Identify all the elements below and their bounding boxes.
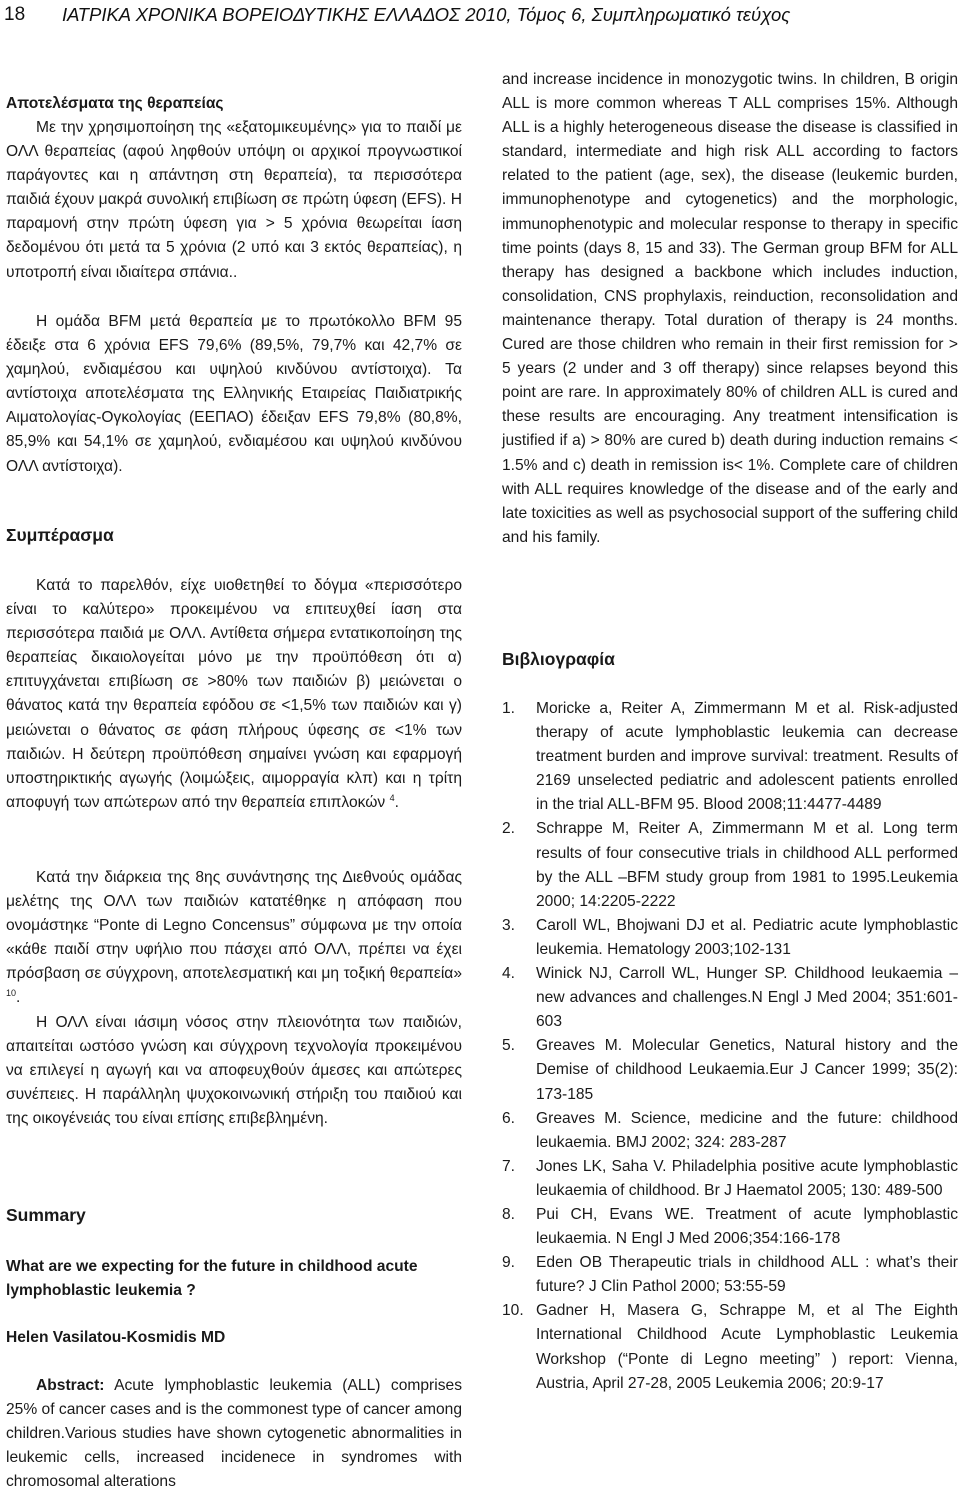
running-title: ΙΑΤΡΙΚΑ ΧΡΟΝΙΚΑ ΒΟΡΕΙΟΔΥΤΙΚΗΣ ΕΛΛΑΔΟΣ 2010, Τόμος 6, Συμπληρωματικό τεύχος — [62, 4, 791, 25]
reference-number: 2. — [502, 820, 516, 838]
abstract-label: Abstract: — [36, 1377, 105, 1394]
author-name: Helen Vasilatou-Kosmidis MD — [6, 1329, 226, 1346]
page-header — [0, 0, 960, 36]
conclusion-heading: Συμπέρασμα — [6, 525, 114, 545]
page-number: 18 — [4, 4, 26, 25]
reference-number: 7. — [502, 1157, 516, 1175]
reference-text: Jones LK, Saha V. Philadelphia positive acute lymphoblastic leukaemia of childhood. Br J Haematol 2005; 130: 489-500 — [536, 1157, 958, 1199]
reference-text: Moricke a, Reiter A, Zimmermann M et al. Risk-adjusted therapy of acute lymphoblastic leukemia can decrease treatment burden and improve survival: treatment. Results of 2169 unselected pediatric and adolescent patients enrolled in the trial ALL-BFM 95. Blood 2008;11:4477-4489 — [536, 700, 958, 814]
results-paragraph-2: Η ομάδα BFM μετά θεραπεία με το πρωτόκολλο BFM 95 έδειξε στα 6 χρόνια EFS 79,6% (89,5%, 79,7% και 42,7% σε χαμηλού, ενδιαμέσου και υψηλού κινδύνου αντίστοιχα). Τα αντίστοιχα αποτελέσματα της Ελληνικής Εταιρείας Παιδιατρικής Αιματολογίας-Ογκολογίας (ΕΕΠΑΟ) έδειξαν EFS 79,8% (80,8%, 85,9% και 54,1% σε χαμηλού, ενδιαμέσου και υψηλού κινδύνου ΟΛΛ αντίστοιχα). — [6, 313, 462, 475]
reference-text: Pui CH, Evans WE. Treatment of acute lymphoblastic leukaemia. N Engl J Med 2006;354:166-178 — [536, 1205, 958, 1248]
reference-item — [502, 697, 958, 817]
reference-list — [502, 697, 958, 1396]
reference-item — [502, 1034, 958, 1106]
reference-item — [502, 1203, 958, 1251]
conclusion-paragraph-2: Κατά την διάρκεια της 8ης συνάντησης της Διεθνούς ομάδας μελέτης της ΟΛΛ των παιδιών κατατέθηκε η απόφαση που ονομάστηκε “Ponte di Legno Concensus” σύμφωνα με την οποία «κάθε παιδί στην υφήλιο που πάσχει από ΟΛΛ, πρέπει να έχει πρόσβαση σε σύγχρονη, αποτελεσματική και μη τοξική θεραπεία» $^{10}$. — [6, 869, 462, 1007]
reference-number: 10. — [502, 1302, 524, 1320]
reference-item — [502, 914, 958, 962]
reference-item — [502, 817, 958, 913]
reference-number: 4. — [502, 965, 516, 983]
reference-text: Greaves M. Science, medicine and the future: childhood leukaemia. BMJ 2002; 324: 283-287 — [536, 1109, 958, 1151]
citation-ref[interactable]: 4 — [389, 792, 395, 803]
reference-text: Gadner H, Masera G, Schrappe M, et al The Eighth International Childhood Acute Lymphoblastic Leukemia Workshop (“Ponte di Legno meeting” ) report: Vienna, Austria, April 27-28, 2005 Leukemia 2006; 20:9-17 — [536, 1302, 958, 1392]
reference-text: Greaves M. Molecular Genetics, Natural history and the Demise of childhood Leukaemia.Eur J Cancer 1999; 35(2): 173-185 — [536, 1037, 958, 1103]
summary-title: What are we expecting for the future in childhood acute lymphoblastic leukemia ? — [6, 1258, 418, 1300]
reference-number: 9. — [502, 1254, 516, 1272]
results-heading: Αποτελέσματα της θεραπείας — [6, 95, 224, 112]
reference-item — [502, 962, 958, 1034]
reference-number: 1. — [502, 700, 516, 717]
abstract-paragraph: Abstract: Acute lymphoblastic leukemia (ALL) comprises 25% of cancer cases and is the commonest type of cancer among children.Various studies have shown cytogenetic abnormalities in leukemic cells, increased incidenece in syndromes with chromosomal alterations — [6, 1377, 462, 1491]
reference-item — [502, 1107, 958, 1155]
reference-text: Schrappe M, Reiter A, Zimmermann M et al. Long term results of four consecutive trials in childhood ALL performed by the ALL –BFM study group from 1981 to 1995.Leukemia 2000; 14:2205-2222 — [536, 820, 958, 910]
reference-text: Caroll WL, Bhojwani DJ et al. Pediatric acute lymphoblastic leukemia. Hematology 2003;102-131 — [536, 916, 958, 958]
reference-text: Eden OB Therapeutic trials in childhood ALL : what’s their future? J Clin Pathol 2000; 53:55-59 — [536, 1254, 958, 1296]
reference-number: 3. — [502, 916, 516, 934]
reference-text: Winick NJ, Carroll WL, Hunger SP. Childhood leukaemia –new advances and challenges.N Engl J Med 2004; 351:601-603 — [536, 965, 958, 1031]
bibliography-heading: Βιβλιογραφία — [502, 649, 615, 669]
reference-number: 5. — [502, 1037, 516, 1055]
reference-number: 6. — [502, 1109, 516, 1127]
results-paragraph-1: Με την χρησιμοποίηση της «εξατομικευμένης» για το παιδί με ΟΛΛ θεραπείας (αφού ληφθούν υπόψη οι αρχικοί προγνωστικοί παράγοντες και η απάντηση στη θεραπεία), τα περισσότερα παιδιά έχουν μακρά συνολική επιβίωση σε πρώτη ύφεση (EFS). Η παραμονή στην πρώτη ύφεση για > 5 χρόνια θεωρείται ίαση δεδομένου ότι μετά τα 5 χρόνια (2 υπό και 3 εκτός θεραπείας), η υποτροπή είναι ιδιαίτερα σπάνια.. — [6, 119, 462, 281]
reference-item — [502, 1155, 958, 1203]
reference-item — [502, 1251, 958, 1299]
reference-item — [502, 1299, 958, 1395]
summary-heading: Summary — [6, 1205, 86, 1225]
reference-number: 8. — [502, 1205, 516, 1223]
summary-continuation: and increase incidence in monozygotic twins. In children, B origin ALL is more common whereas T ALL comprises 15%. Although ALL is a highly heterogeneous disease the disease is classified in standard, intermediate and high risk ALL according to factors related to the patient (age, sex), the disease (leukemic burden, immunophenotype and cytogenetics) and the morphologic, immunophenotypic and molecular response to therapy in specific time points (days 8, 15 and 33). The German group BFM for ALL therapy has designed a backbone which includes induction, consolidation, CNS prophylaxis, reinduction, reconsolidation and maintenance therapy. Total duration of therapy is 24 months. Cured are those children who remain in their first remission for > 5 years (2 under and 3 off therapy) since relapses beyond this point are rare. In approximately 80% of children ALL is cured and these results are encouraging. Any treatment intensification is justified if a) > 80% are cured b) death during induction remains < 1.5% and c) death in remission is< 1%. Complete care of children with ALL requires knowledge of the disease and of the early and late toxicities as well as psychosocial support of the suffering child and his family. — [502, 71, 958, 546]
conclusion-paragraph-1: Κατά το παρελθόν, είχε υιοθετηθεί το δόγμα «περισσότερο είναι το καλύτερο» προκειμένου να επιτευχθεί ίαση στα περισσότερα παιδιά με ΟΛΛ. Αντίθετα σήμερα εντατικοποίηση της θεραπείας δικαιολογείται μόνο με την προϋπόθεση ότι α) επιτυγχάνεται επιβίωση σε >80% των παιδιών β) μειώνεται ο θάνατος κατά την θεραπεία εφόδου σε <1,5% των παιδιών και γ) μειώνεται ο θάνατος σε φάση πλήρους ύφεσης σε <1% των παιδιών. Η δεύτερη προϋπόθεση σημαίνει γνώση και εφαρμογή υποστηρικτικής αγωγής (λοιμώξεις, αιμορραγία κλπ) και η τρίτη αποφυγή των απώτερων από την θεραπεία επιπλοκών $^4$. — [6, 577, 462, 811]
conclusion-paragraph-3: Η ΟΛΛ είναι ιάσιμη νόσος στην πλειονότητα των παιδιών, απαιτείται ωστόσο γνώση και σύγχρονη τεχνολογία προκειμένου να επιλεγεί η αγωγή και να αποφευχθούν άμεσες και απώτερες συνέπειες. Η παράλληλη ψυχοκοινωνική στήριξη του παιδιού και της οικογένειάς του είναι επίσης επιβεβλημένη. — [6, 1014, 462, 1128]
citation-ref[interactable]: 10 — [6, 988, 17, 999]
